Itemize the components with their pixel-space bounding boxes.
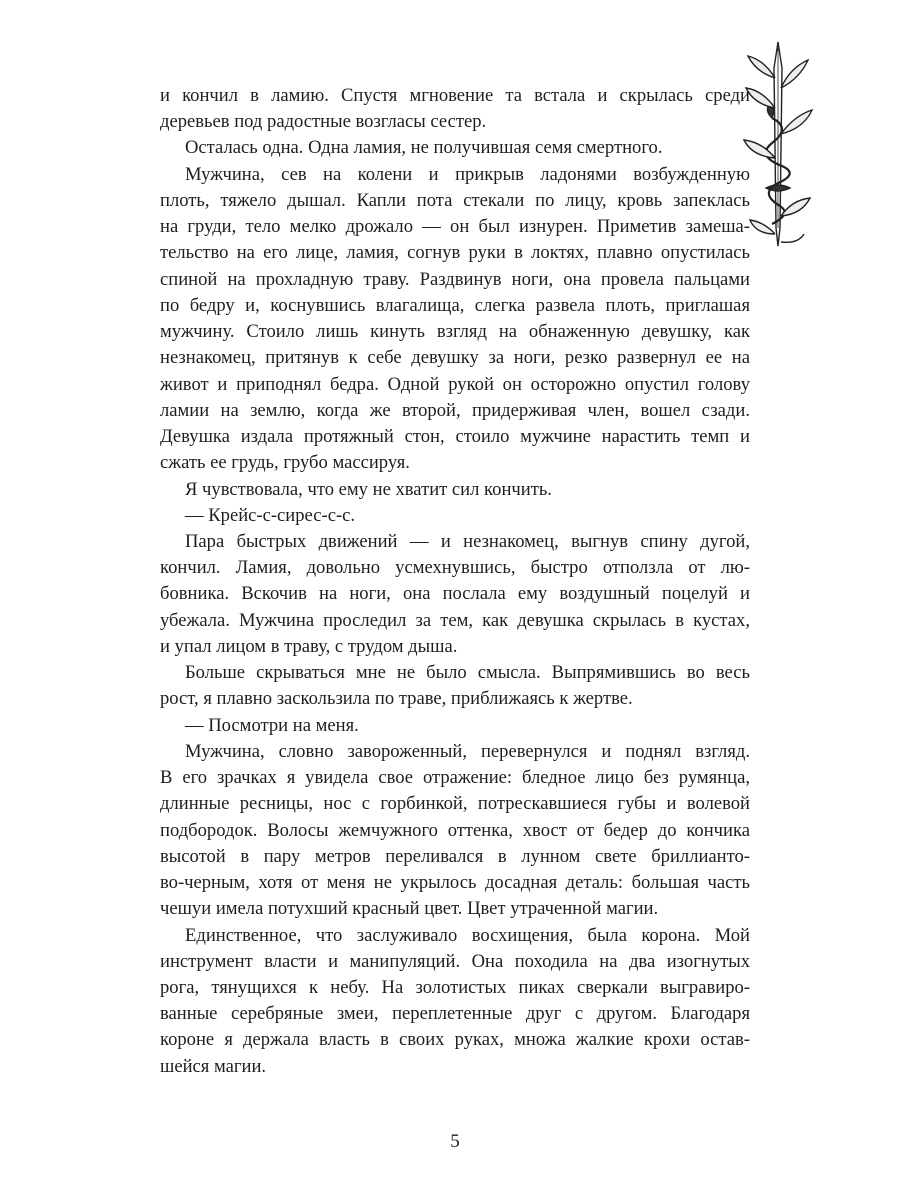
paragraph <box>160 529 750 660</box>
text-line: мужчину. Стоило лишь кинуть взгляд на обнаженную девушку, как <box>160 321 750 343</box>
text-line: В его зрачках я увидела свое отражение: бледное лицо без румянца, <box>160 767 750 789</box>
text-line: — Крейс-с-сирес-с-с. <box>185 504 356 526</box>
text-line: Больше скрываться мне не было смысла. Выпрямившись во весь <box>185 662 750 684</box>
text-line: Осталась одна. Одна ламия, не получившая семя смертного. <box>185 137 663 159</box>
paragraph <box>160 739 750 923</box>
text-line: сжать ее грудь, грубо массируя. <box>160 452 410 474</box>
text-line: — Посмотри на меня. <box>185 714 359 736</box>
text-line: Единственное, что заслуживало восхищения, была корона. Мой <box>185 924 750 946</box>
text-line: шейся магии. <box>160 1055 267 1077</box>
paragraph <box>160 135 750 161</box>
text-line: по бедру и, коснувшись влагалища, слегка развела плоть, приглашая <box>160 294 750 316</box>
text-line: Мужчина, словно завороженный, перевернулся и поднял взгляд. <box>185 740 750 762</box>
text-line: живот и приподнял бедра. Одной рукой он осторожно опустил голову <box>160 373 750 395</box>
text-line: во-черным, хотя от меня не укрылось досадная деталь: большая часть <box>160 872 750 894</box>
text-line: рога, тянущихся к небу. На золотистых пиках сверкали выгравиро- <box>160 976 750 998</box>
paragraph <box>160 503 750 529</box>
text-line: чешуи имела потухший красный цвет. Цвет утраченной магии. <box>160 898 659 920</box>
text-line: тельство на его лице, ламия, согнув руки в локтях, плавно опустилась <box>160 242 750 264</box>
text-line: Пара быстрых движений — и незнакомец, выгнув спину дугой, <box>185 530 750 552</box>
text-line: ламии на землю, когда же второй, придерживая член, вошел сзади. <box>160 399 750 421</box>
text-line: и упал лицом в траву, с трудом дыша. <box>160 635 458 657</box>
paragraph <box>160 660 750 712</box>
text-line: высотой в пару метров переливался в лунном свете бриллианто- <box>160 845 750 867</box>
text-line: рост, я плавно заскользила по траве, приближаясь к жертве. <box>160 688 633 710</box>
paragraph <box>160 477 750 503</box>
text-line: и кончил в ламию. Спустя мгновение та встала и скрылась среди <box>160 85 750 106</box>
text-line: Девушка издала протяжный стон, стоило мужчине нарастить темп и <box>160 426 750 448</box>
text-line: ванные серебряные змеи, переплетенные друг с другом. Благодаря <box>160 1003 750 1025</box>
text-line: подбородок. Волосы жемчужного оттенка, хвост от бедер до кончика <box>160 819 750 841</box>
text-line: Мужчина, сев на колени и прикрыв ладонями возбужденную <box>185 163 750 185</box>
page-number: 5 <box>450 1131 460 1152</box>
page-body-text <box>160 83 750 1080</box>
text-line: бовника. Вскочив на ноги, она послала ему воздушный поцелуй и <box>160 583 750 605</box>
text-line: короне я держала власть в своих руках, множа жалкие крохи остав- <box>160 1029 750 1051</box>
text-line: длинные ресницы, нос с горбинкой, потрескавшиеся губы и волевой <box>160 793 750 815</box>
text-line: спиной на прохладную траву. Раздвинув ноги, она провела пальцами <box>160 268 750 290</box>
paragraph <box>160 83 750 135</box>
paragraph <box>160 923 750 1080</box>
text-line: Я чувствовала, что ему не хватит сил кончить. <box>185 478 552 500</box>
text-line: плоть, тяжело дышал. Капли пота стекали по лицу, кровь запеклась <box>160 189 750 211</box>
dagger-snake-ornament-icon <box>742 38 814 250</box>
text-line: кончил. Ламия, довольно усмехнувшись, быстро отползла от лю- <box>160 557 750 579</box>
text-line: деревьев под радостные возгласы сестер. <box>160 111 487 133</box>
paragraph <box>160 162 750 477</box>
text-line: инструмент власти и манипуляций. Она походила на два изогнутых <box>160 950 750 972</box>
text-line: убежала. Мужчина проследил за тем, как девушка скрылась в кустах, <box>160 609 750 631</box>
text-line: незнакомец, притянув к себе девушку за ноги, резко развернул ее на <box>160 347 750 369</box>
text-line: на груди, тело мелко дрожало — он был изнурен. Приметив замеша- <box>160 216 750 238</box>
paragraph <box>160 713 750 739</box>
